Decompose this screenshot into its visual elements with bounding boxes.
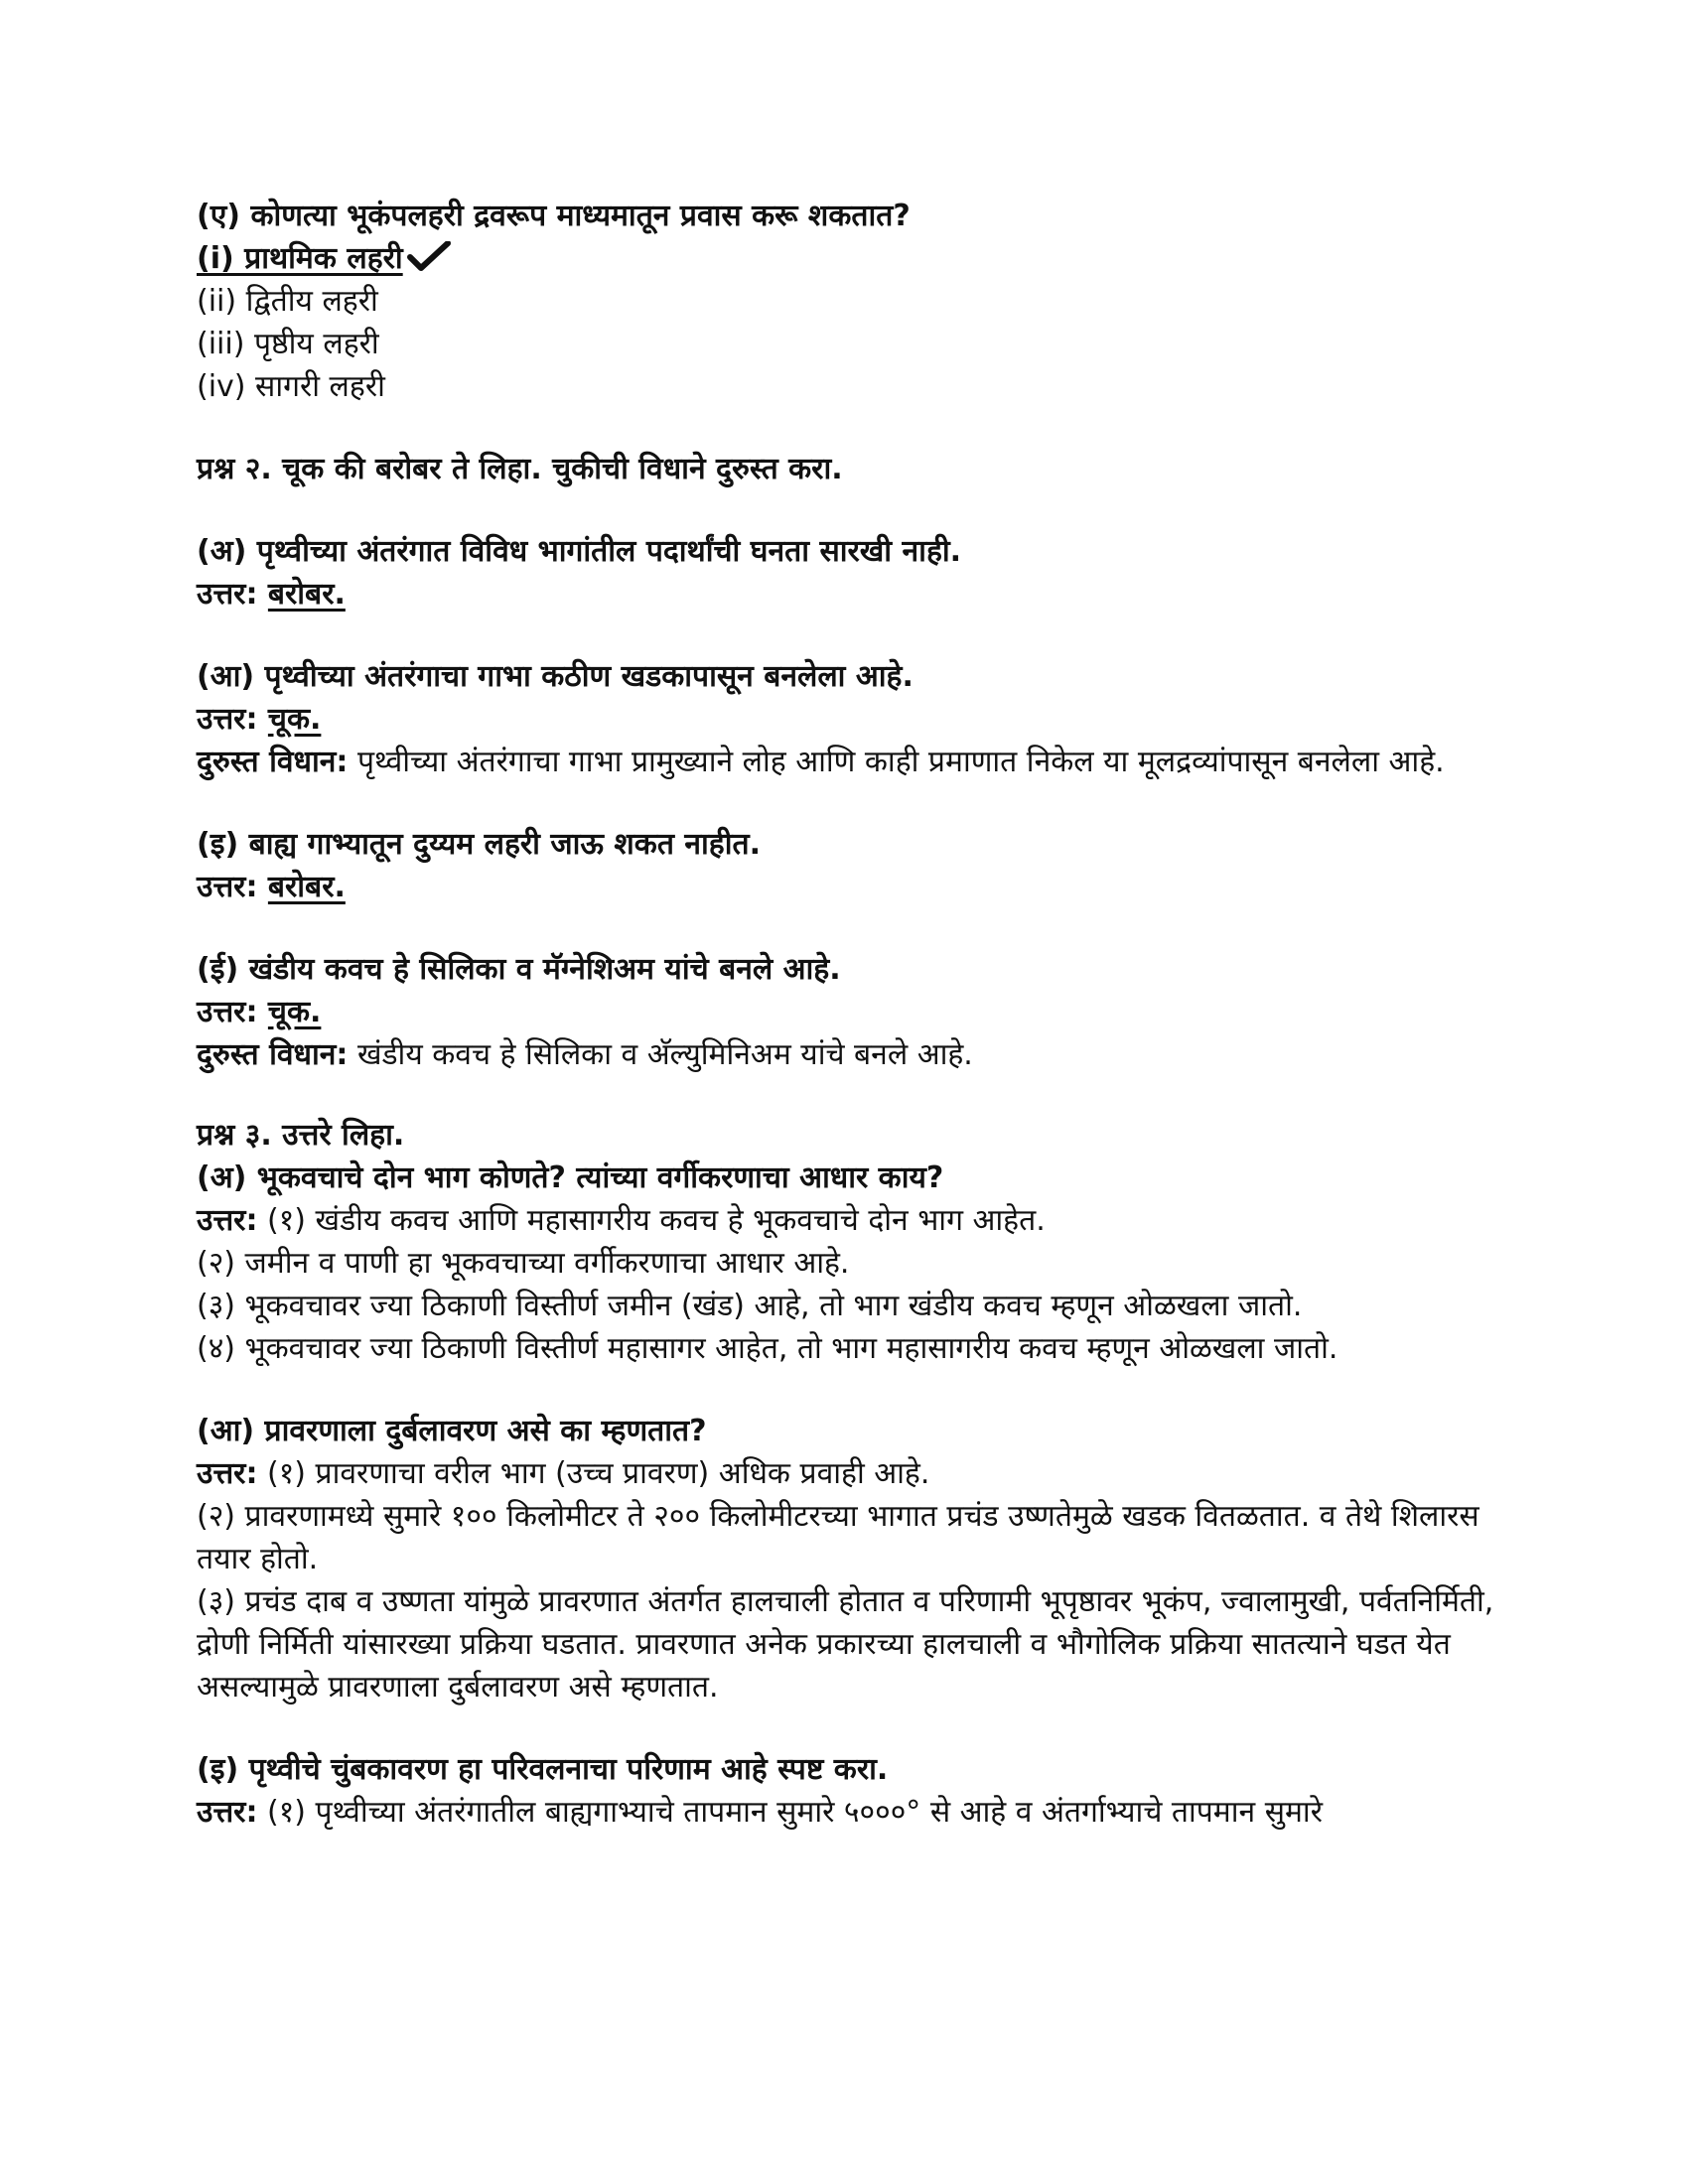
question-1e: (ए) कोणत्या भूकंपलहरी द्रवरूप माध्यमातून प्रवास करू शकतात?	[197, 199, 911, 233]
point-text: (१) पृथ्वीच्या अंतरंगातील बाह्यगाभ्याचे तापमान सुमारे ५०००° से आहे व अंतर्गाभ्याचे तापमान सुमारे	[266, 1795, 1323, 1830]
answer-label: उत्तर:	[197, 995, 258, 1029]
point-text: (१) खंडीय कवच आणि महासागरीय कवच हे भूकवचाचे दोन भाग आहेत.	[266, 1203, 1046, 1238]
point-text: (१) प्रावरणाचा वरील भाग (उच्च प्रावरण) अधिक प्रवाही आहे.	[266, 1456, 930, 1491]
q2-aa-correction	[197, 741, 1507, 783]
q3-aa-point-3: (३) प्रचंड दाब व उष्णता यांमुळे प्रावरणात अंतर्गत हालचाली होतात व परिणामी भूपृष्ठावर भूकंप, ज्वालामुखी, पर्वतनिर्मिती, द्रोणी निर्मिती यांसारख्या प्रक्रिया घडतात. प्रावरणात अनेक प्रकारच्या हालचाली व भौगोलिक प्रक्रिया सातत्याने घडत येत असल्यामुळे प्रावरणाला दुर्बलावरण असे म्हणतात.	[197, 1584, 1494, 1705]
q3-aa-point-1	[197, 1452, 1507, 1495]
correction-label: दुरुस्त विधान:	[197, 1037, 349, 1072]
answer-label: उत्तर:	[197, 577, 258, 612]
q3-aa-question: (आ) प्रावरणाला दुर्बलावरण असे का म्हणतात?	[197, 1414, 707, 1448]
answer-label: उत्तर:	[197, 702, 258, 737]
q3-a-question: (अ) भूकवचाचे दोन भाग कोणते? त्यांच्या वर्गीकरणाचा आधार काय?	[197, 1160, 944, 1195]
answer-value: बरोबर.	[267, 870, 346, 904]
q3-a-point-2: (२) जमीन व पाणी हा भूकवचाच्या वर्गीकरणाचा आधार आहे.	[197, 1246, 850, 1281]
answer-value: बरोबर.	[267, 577, 346, 612]
q2-ii-answer	[197, 991, 1507, 1033]
q3-a-point-1	[197, 1199, 1507, 1242]
q3-i-question: (इ) पृथ्वीचे चुंबकावरण हा परिवलनाचा परिणाम आहे स्पष्ट करा.	[197, 1752, 889, 1787]
question-2-heading: प्रश्न २. चूक की बरोबर ते लिहा. चुकीची विधाने दुरुस्त करा.	[197, 452, 843, 486]
correction-text: पृथ्वीच्या अंतरंगाचा गाभा प्रामुख्याने लोह आणि काही प्रमाणात निकेल या मूलद्रव्यांपासून बनलेला आहे.	[356, 745, 1445, 779]
question-3-heading: प्रश्न ३. उत्तरे लिहा.	[197, 1118, 405, 1153]
q3-a-point-4: (४) भूकवचावर ज्या ठिकाणी विस्तीर्ण महासागर आहेत, तो भाग महासागरीय कवच म्हणून ओळखला जातो.	[197, 1331, 1338, 1366]
option-3: (iii) पृष्ठीय लहरी	[197, 327, 379, 361]
correction-label: दुरुस्त विधान:	[197, 745, 349, 779]
option-4: (iv) सागरी लहरी	[197, 369, 385, 404]
q2-ii-statement: (ई) खंडीय कवच हे सिलिका व मॅग्नेशिअम यांचे बनले आहे.	[197, 952, 841, 987]
option-2: (ii) द्वितीय लहरी	[197, 284, 378, 319]
answer-label: उत्तर:	[197, 1795, 258, 1830]
q2-aa-statement: (आ) पृथ्वीच्या अंतरंगाचा गाभा कठीण खडकापासून बनलेला आहे.	[197, 659, 914, 694]
answer-value: चूक.	[267, 995, 322, 1029]
q3-i-point-1	[197, 1791, 1507, 1834]
answer-value: चूक.	[267, 702, 322, 737]
option-correct	[197, 237, 1507, 280]
q2-i-statement: (इ) बाह्य गाभ्यातून दुय्यम लहरी जाऊ शकत नाहीत.	[197, 827, 761, 862]
answer-label: उत्तर:	[197, 1456, 258, 1491]
q3-a-point-3: (३) भूकवचावर ज्या ठिकाणी विस्तीर्ण जमीन (खंड) आहे, तो भाग खंडीय कवच म्हणून ओळखला जातो.	[197, 1289, 1303, 1323]
answer-label: उत्तर:	[197, 1203, 258, 1238]
correction-text: खंडीय कवच हे सिलिका व अ‍ॅल्युमिनिअम यांचे बनले आहे.	[356, 1037, 973, 1072]
answer-label: उत्तर:	[197, 870, 258, 904]
q2-a-statement: (अ) पृथ्वीच्या अंतरंगात विविध भागांतील पदार्थांची घनता सारखी नाही.	[197, 534, 962, 569]
q3-aa-point-2: (२) प्रावरणामध्ये सुमारे १०० किलोमीटर ते २०० किलोमीटरच्या भागात प्रचंड उष्णतेमुळे खडक वितळतात. व तेथे शिलारस तयार होतो.	[197, 1499, 1479, 1576]
q2-ii-correction	[197, 1033, 1507, 1076]
document-content	[197, 195, 1507, 1834]
checkmark-icon	[407, 241, 451, 271]
q2-aa-answer	[197, 698, 1507, 741]
q2-a-answer	[197, 573, 1507, 615]
q2-i-answer	[197, 866, 1507, 908]
option-1-text: (i) प्राथमिक लहरी	[197, 241, 403, 276]
